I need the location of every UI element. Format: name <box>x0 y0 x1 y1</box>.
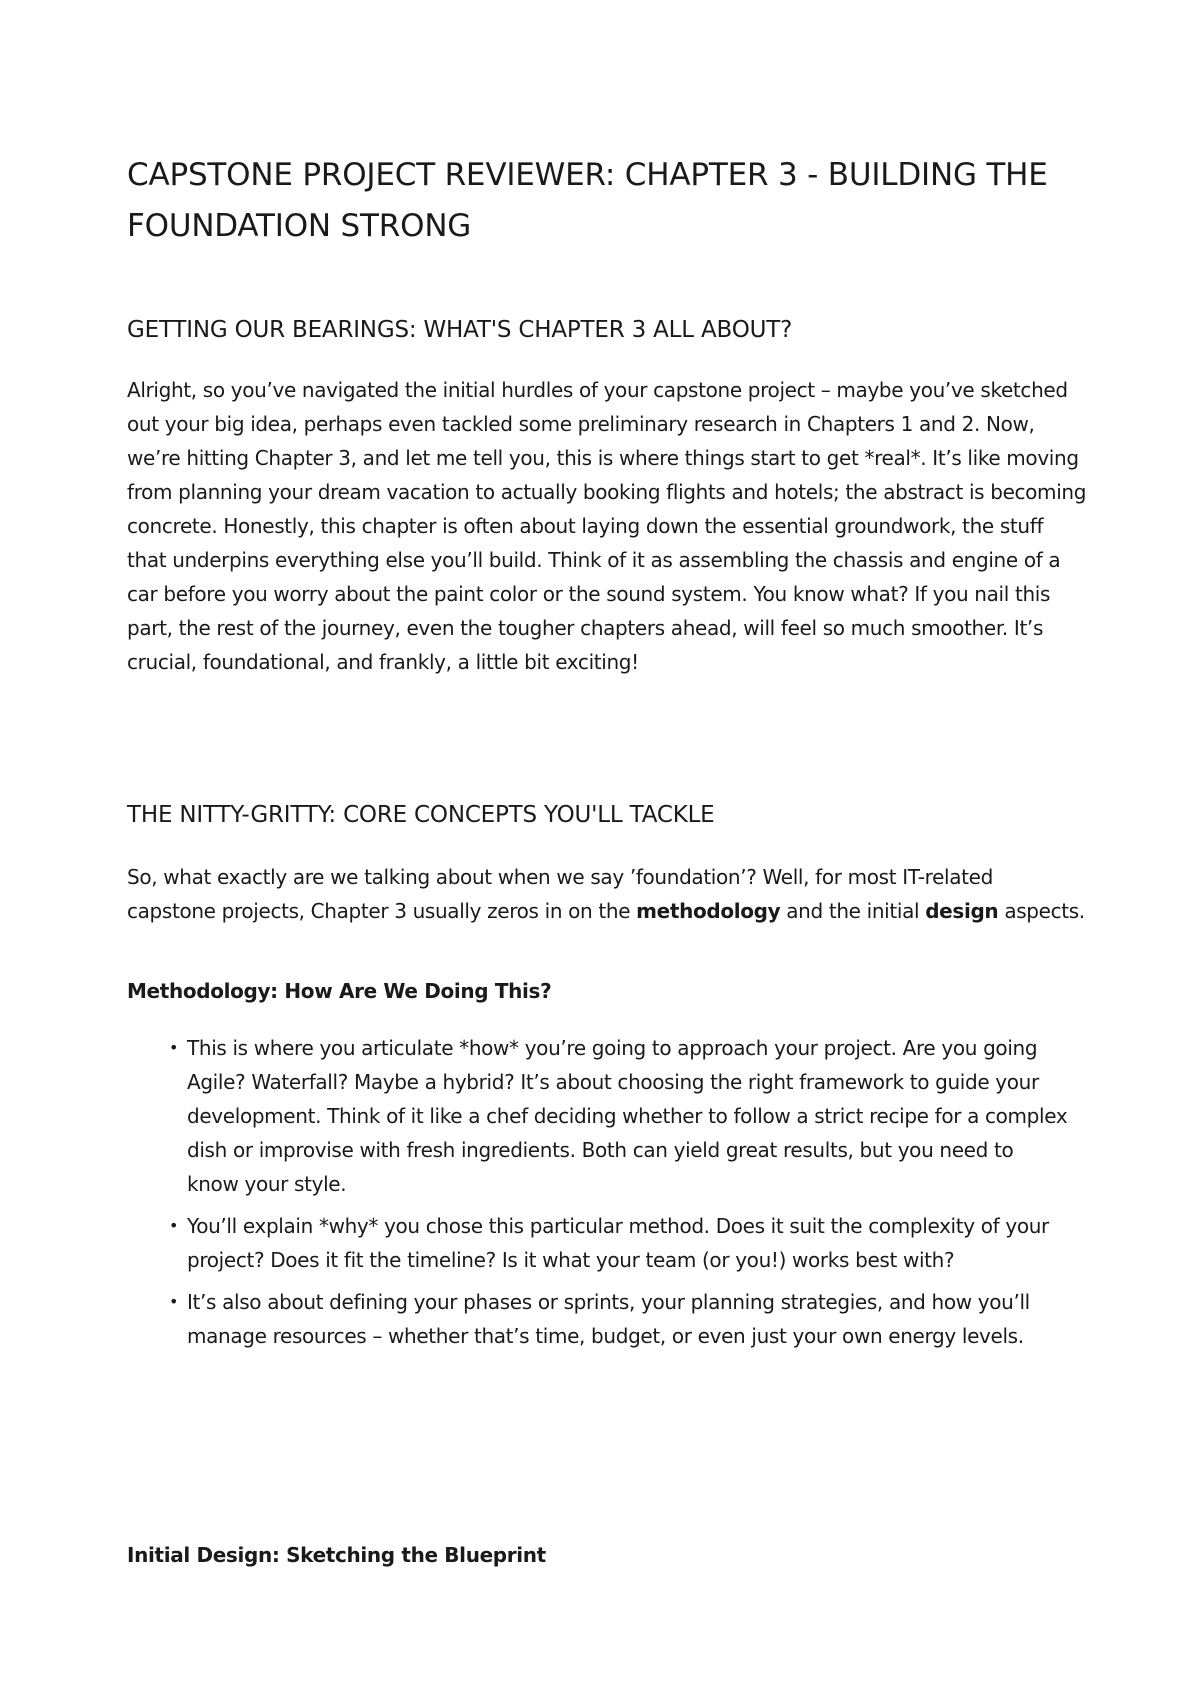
subheading-methodology: Methodology: How Are We Doing This? <box>127 979 552 1003</box>
bullet-dot-icon: • <box>169 1038 179 1057</box>
intro-text-1: So, what exactly are we talking about when we say ’foundation’? Well, for most IT-related capstone projects, Chapter 3 usually zeros in on the <box>127 865 993 923</box>
bullet-text: It’s also about defining your phases or sprints, your planning strategies, and how you’ll manage resources – whether that’s time, budget, or even just your own energy levels. <box>187 1290 1030 1348</box>
paragraph-bearings: Alright, so you’ve navigated the initial hurdles of your capstone project – maybe you’ve sketched out your big idea, perhaps even tackled some preliminary research in Chapters 1 and 2. Now, we’re hitting Chapter 3, and let me tell you, this is where things start to get *real*. It’s like moving from planning your dream vacation to actually booking flights and hotels; the abstract is becoming concrete. Honestly, this chapter is often about laying down the essential groundwork, the stuff that underpins everything else you’ll build. Think of it as assembling the chassis and engine of a car before you worry about the paint color or the sound system. You know what? If you nail this part, the rest of the journey, even the tougher chapters ahead, will feel so much smoother. It’s crucial, foundational, and frankly, a little bit exciting! <box>127 378 1087 674</box>
methodology-bullet-list <box>169 1031 1069 1361</box>
bullet-text: You’ll explain *why* you chose this particular method. Does it suit the complexity of your project? Does it fit the timeline? Is it what your team (or you!) works best with? <box>187 1214 1049 1272</box>
paragraph-nitty-gritty <box>127 860 1087 928</box>
subheading-initial-design: Initial Design: Sketching the Blueprint <box>127 1543 546 1567</box>
intro-bold-design: design <box>925 899 999 923</box>
bullet-dot-icon: • <box>169 1216 179 1235</box>
bullet-text: This is where you articulate *how* you’re going to approach your project. Are you going Agile? Waterfall? Maybe a hybrid? It’s about choosing the right framework to guide your development. Think of it like a chef deciding whether to follow a strict recipe for a complex dish or improvise with fresh ingredients. Both can yield great results, but you need to know your style. <box>187 1036 1068 1196</box>
intro-bold-methodology: methodology <box>636 899 781 923</box>
section-heading-bearings: GETTING OUR BEARINGS: WHAT'S CHAPTER 3 ALL ABOUT? <box>127 317 793 343</box>
intro-text-3: aspects. <box>998 899 1085 923</box>
section-heading-nitty-gritty <box>127 798 1087 832</box>
document-title: CAPSTONE PROJECT REVIEWER: CHAPTER 3 - BUILDING THE FOUNDATION STRONG <box>127 157 1048 244</box>
intro-text-2: and the initial <box>780 899 926 923</box>
list-item <box>169 1209 1069 1277</box>
section-heading-text: THE NITTY-GRITTY: CORE CONCEPTS YOU'LL TACKLE <box>127 802 715 828</box>
list-item <box>169 1031 1069 1201</box>
list-item <box>169 1285 1069 1353</box>
bullet-dot-icon: • <box>169 1292 179 1311</box>
